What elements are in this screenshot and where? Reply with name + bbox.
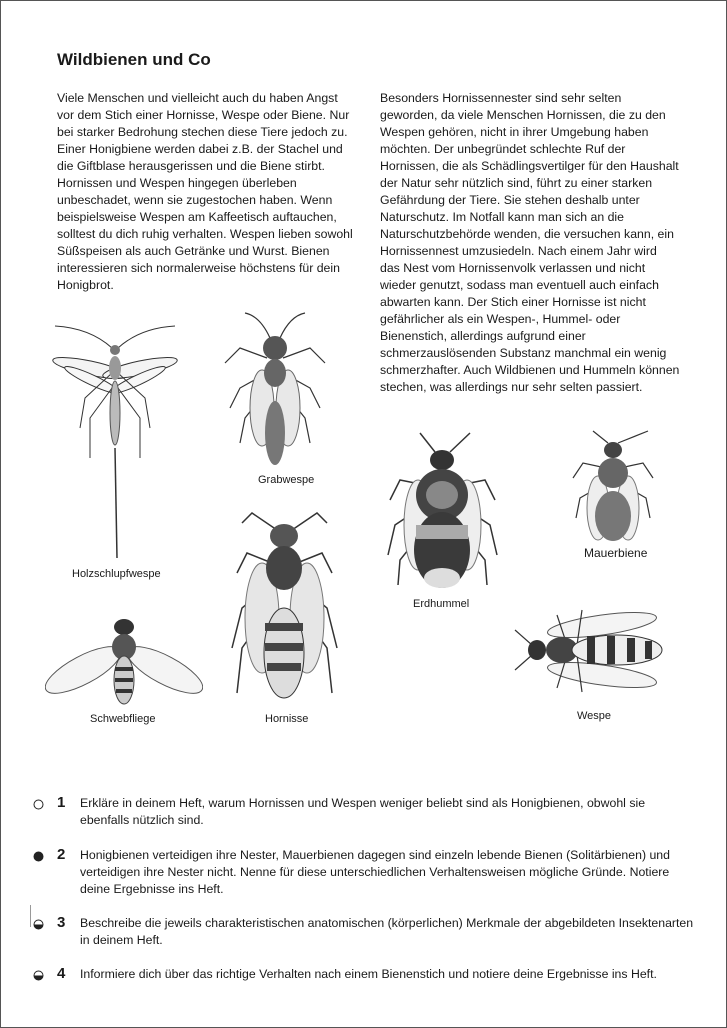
task-3 — [30, 914, 694, 949]
half-circle-icon — [33, 970, 44, 981]
caption-erdhummel: Erdhummel — [413, 598, 470, 610]
intro-text-right: Besonders Hornissennester sind sehr selten geworden, da viele Menschen Hornissen, die zu den Wespen gehören, nicht in ihrer Umgebung haben möchten. Der unbegründet schlechte Ruf der Hornissen, die als Schädlingsvertilger für den Haushalt der Natur sehr nützlich sind, führt zu einer starken Gefährdung der Tiere. Sie stehen deshalb unter Naturschutz. Im Notfall kann man sich an die Naturschutzbehörde wenden, die versuchen kann, ein Hornissennest umzusiedeln. Nach einem Jahr wird das Nest vom Hornissenvolk verlassen und nicht wieder genutzt, sodass man eventuell auch einfach abwarten kann. Der Stich einer Hornisse ist nicht gefährlicher als ein Wespen-, Hummel- oder Bienenstich, allerdings aufgrund einer schmerzauslösenden Substanz manchmal ein wenig schmerzhafter. Auch Wildbienen und Hummeln können stechen, was allerdings nur sehr selten passiert. — [380, 91, 680, 394]
holzschlupfwespe-illustration — [50, 318, 180, 563]
task-text: Honigbienen verteidigen ihre Nester, Mauerbienen dagegen sind einzeln lebende Bienen (Solitärbienen) und verteidigen ihre Nester nicht. Nenne für diese unterschiedlichen Verhaltensweisen mögliche Gründe. Notiere deine Ergebnisse ins Heft. — [80, 848, 670, 896]
page-title: Wildbienen und Co — [57, 50, 211, 69]
wespe-illustration — [512, 600, 672, 705]
task-number: 4 — [57, 965, 66, 982]
task-number: 2 — [57, 846, 66, 863]
task-text: Informiere dich über das richtige Verhalten nach einem Bienenstich und notiere deine Ergebnisse ins Heft. — [80, 967, 657, 981]
task-text: Beschreibe die jeweils charakteristischen anatomischen (körperlichen) Merkmale der abgebildeten Insektenarten in deinem Heft. — [80, 916, 694, 947]
caption-mauerbiene: Mauerbiene — [584, 546, 648, 560]
open-circle-icon — [33, 799, 44, 810]
task-1 — [30, 795, 690, 829]
task-2 — [30, 847, 690, 898]
intro-text-left: Viele Menschen und vielleicht auch du haben Angst vor dem Stich einer Hornisse, Wespe oder Biene. Nur bei starker Bedrohung stechen diese Tiere jedoch zu. Einer Honigbiene werden dabei z.B. der Stachel und die Giftblase herausgerissen und die Biene stirbt. Hornissen und Wespen hingegen überleben unbeschadet, wenn sie zugestochen haben. Wenn beispielsweise Wespen am Kaffeetisch auftauchen, solltest du dich ruhig verhalten. Wespen lieben sowohl Süßspeisen als auch Getränke und Wurst. Bienen interessieren sich normalerweise höchstens für dein Honigbrot. — [57, 91, 353, 292]
schwebfliege-illustration — [45, 615, 203, 707]
caption-grabwespe: Grabwespe — [258, 474, 315, 486]
erdhummel-illustration — [380, 430, 505, 595]
task-number: 1 — [57, 794, 66, 811]
task-number: 3 — [57, 914, 66, 931]
grabwespe-illustration — [215, 308, 335, 473]
hornisse-illustration — [212, 508, 357, 708]
task-text: Erkläre in deinem Heft, warum Hornissen und Wespen weniger beliebt sind als Honigbienen, obwohl sie ebenfalls nützlich sind. — [80, 796, 646, 827]
filled-circle-icon — [33, 851, 44, 862]
caption-wespe: Wespe — [577, 710, 612, 722]
caption-schwebfliege: Schwebfliege — [90, 713, 156, 725]
caption-hornisse: Hornisse — [265, 713, 309, 725]
caption-holzschlupfwespe: Holzschlupfwespe — [72, 568, 161, 580]
task-4 — [30, 966, 690, 984]
half-circle-icon — [33, 919, 44, 930]
mauerbiene-illustration — [568, 428, 658, 548]
